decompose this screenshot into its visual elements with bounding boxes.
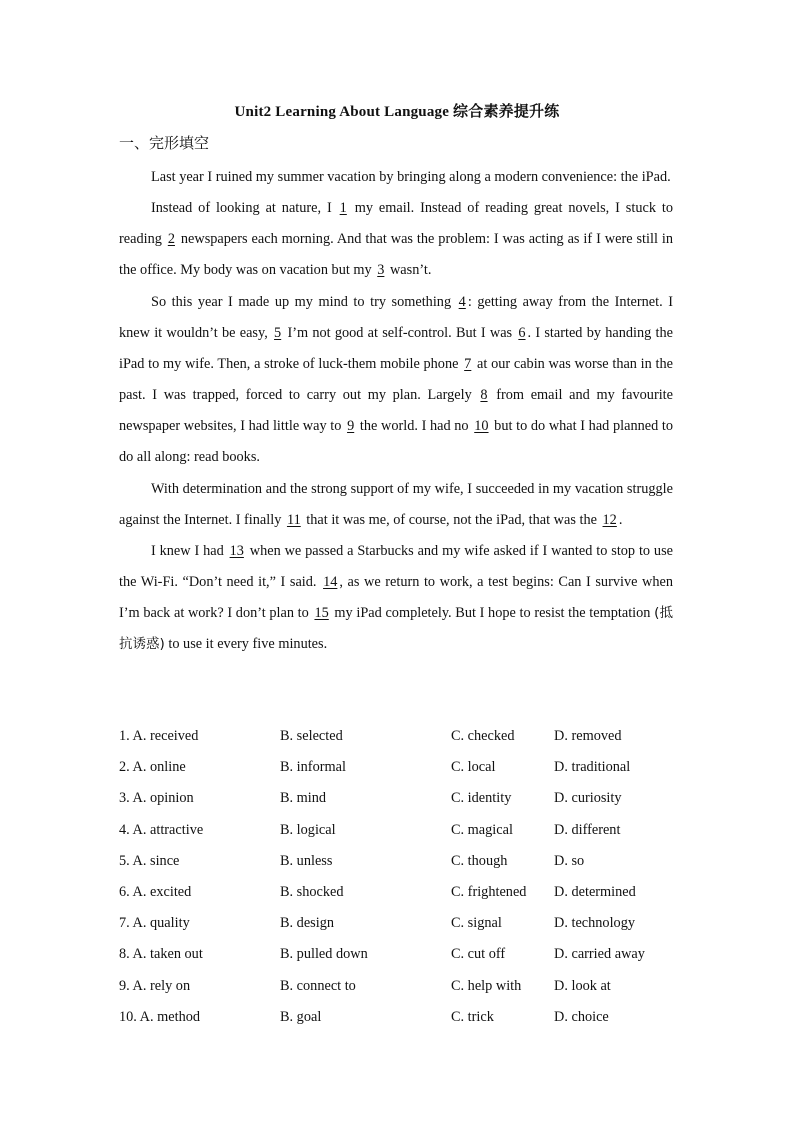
option-text: A. online xyxy=(132,759,186,776)
blank-number: 12 xyxy=(602,511,617,528)
question-number: 1. xyxy=(119,728,130,744)
option-text: A. excited xyxy=(132,883,192,900)
passage-text: : getting away from the Internet. I knew it wouldn’t be easy, xyxy=(119,293,673,341)
option-text: A. since xyxy=(132,852,180,869)
option-d: D. removed xyxy=(554,728,622,744)
option-d: D. traditional xyxy=(554,759,631,776)
blank-number: 6 xyxy=(518,324,526,341)
passage-text: . xyxy=(618,511,623,528)
option-a xyxy=(119,973,190,1000)
option-a xyxy=(119,785,194,812)
option-a xyxy=(119,723,198,750)
passage-text: but to do what I had planned to do all along: read books. xyxy=(119,418,674,466)
passage-text: With determination and the strong support of my wife, I succeeded in my vacation struggle against the Internet. I finally xyxy=(119,480,673,528)
blank-number: 7 xyxy=(464,355,472,372)
chinese-gloss: (抵抗诱惑) xyxy=(119,605,673,653)
option-a xyxy=(119,817,203,844)
passage-paragraph xyxy=(119,536,673,661)
option-c: C. magical xyxy=(451,821,513,838)
cloze-passage xyxy=(119,162,673,661)
blank-number: 9 xyxy=(347,418,355,435)
option-a xyxy=(119,941,203,968)
option-a xyxy=(119,1004,200,1031)
passage-text: my email. Instead of reading great novels, I stuck to reading xyxy=(119,200,673,248)
option-b: B. design xyxy=(280,915,335,932)
blank-number: 1 xyxy=(339,200,347,217)
option-text: A. received xyxy=(132,728,199,744)
question-number: 7. xyxy=(119,915,130,932)
option-d: D. look at xyxy=(554,977,611,994)
option-c: C. cut off xyxy=(451,946,506,963)
question-number: 3. xyxy=(119,790,130,807)
question-row xyxy=(119,817,679,848)
blank-number: 3 xyxy=(377,262,385,279)
blank-number: 4 xyxy=(458,293,466,310)
option-c: C. local xyxy=(451,759,496,776)
option-a xyxy=(119,848,179,875)
passage-text: at our cabin was worse than in the past. I was trapped, forced to carry out my plan. Largely xyxy=(119,355,673,404)
question-number: 5. xyxy=(119,852,130,869)
passage-text: when we passed a Starbucks and my wife asked if I wanted to stop to use the Wi-Fi. “Don’t need it,” I said. xyxy=(119,542,673,591)
option-text: A. attractive xyxy=(132,821,204,838)
question-number: 4. xyxy=(119,821,130,838)
option-a xyxy=(119,910,190,937)
passage-text: I’m not good at self-control. But I was xyxy=(283,324,517,341)
question-row xyxy=(119,910,679,941)
question-number: 2. xyxy=(119,759,130,776)
answer-options-list xyxy=(119,723,679,1035)
option-b: B. unless xyxy=(280,852,333,869)
question-row xyxy=(119,1004,679,1035)
passage-paragraph xyxy=(119,162,673,193)
question-row xyxy=(119,879,679,910)
passage-text: that it was me, of course, not the iPad, that was the xyxy=(302,511,601,528)
option-c: C. trick xyxy=(451,1008,494,1025)
passage-text: from email and my favourite newspaper websites, I had little way to xyxy=(119,387,674,435)
question-row xyxy=(119,754,679,785)
blank-number: 15 xyxy=(314,605,329,622)
option-text: A. method xyxy=(139,1008,201,1025)
option-d: D. carried away xyxy=(554,946,645,963)
option-d: D. determined xyxy=(554,883,636,900)
blank-number: 13 xyxy=(229,542,244,559)
option-b: B. pulled down xyxy=(280,946,368,963)
passage-paragraph xyxy=(119,193,673,286)
blank-number: 5 xyxy=(274,324,282,341)
question-row xyxy=(119,973,679,1004)
passage-text: Instead of looking at nature, I xyxy=(151,200,338,217)
passage-text: So this year I made up my mind to try something xyxy=(151,293,457,310)
option-a xyxy=(119,879,191,906)
passage-paragraph xyxy=(119,474,673,536)
blank-number: 2 xyxy=(167,231,175,248)
passage-text: I knew I had xyxy=(151,542,228,559)
passage-text: , as we return to work, a test begins: Can I survive when I’m back at work? I don’t plan to xyxy=(119,574,673,622)
option-c: C. frightened xyxy=(451,883,527,900)
option-b: B. shocked xyxy=(280,883,344,900)
blank-number: 8 xyxy=(480,387,488,404)
question-number: 10. xyxy=(119,1008,137,1025)
page-title: Unit2 Learning About Language 综合素养提升练 xyxy=(234,104,560,120)
option-b: B. selected xyxy=(280,728,343,744)
option-d: D. choice xyxy=(554,1008,609,1025)
passage-paragraph xyxy=(119,287,673,474)
option-d: D. different xyxy=(554,821,621,838)
section-heading: 一、完形填空 xyxy=(119,134,210,152)
passage-text: . I started by handing the iPad to my wife. Then, a stroke of luck-them mobile phone xyxy=(119,324,674,372)
option-c: C. signal xyxy=(451,915,502,932)
passage-text: Last year I ruined my summer vacation by bringing along a modern convenience: the iPad. xyxy=(151,169,671,185)
option-d: D. technology xyxy=(554,915,635,932)
option-text: A. opinion xyxy=(132,790,194,807)
passage-text: wasn’t. xyxy=(386,262,432,279)
passage-text: to use it every five minutes. xyxy=(164,636,328,653)
question-number: 6. xyxy=(119,883,130,900)
question-row xyxy=(119,723,679,754)
option-d: D. so xyxy=(554,852,585,869)
option-c: C. checked xyxy=(451,728,515,744)
question-row xyxy=(119,785,679,816)
question-number: 9. xyxy=(119,977,130,994)
option-c: C. help with xyxy=(451,977,522,994)
option-text: A. quality xyxy=(132,915,190,932)
question-number: 8. xyxy=(119,946,130,963)
option-b: B. mind xyxy=(280,790,327,807)
option-d: D. curiosity xyxy=(554,790,622,807)
passage-text: my iPad completely. But I hope to resist the temptation xyxy=(330,605,655,622)
question-row xyxy=(119,941,679,972)
option-text: A. taken out xyxy=(132,946,203,963)
option-c: C. though xyxy=(451,852,508,869)
passage-text: the world. I had no xyxy=(356,418,473,435)
question-row xyxy=(119,848,679,879)
option-b: B. goal xyxy=(280,1008,322,1025)
blank-number: 11 xyxy=(286,511,301,528)
passage-text: newspapers each morning. And that was the problem: I was acting as if I were still in the office. My body was on vacation but my xyxy=(119,231,673,279)
option-text: A. rely on xyxy=(132,977,191,994)
option-c: C. identity xyxy=(451,790,512,807)
option-b: B. connect to xyxy=(280,977,356,994)
option-a xyxy=(119,754,186,781)
option-b: B. logical xyxy=(280,821,336,838)
blank-number: 14 xyxy=(323,574,338,591)
option-b: B. informal xyxy=(280,759,346,776)
blank-number: 10 xyxy=(474,418,489,435)
